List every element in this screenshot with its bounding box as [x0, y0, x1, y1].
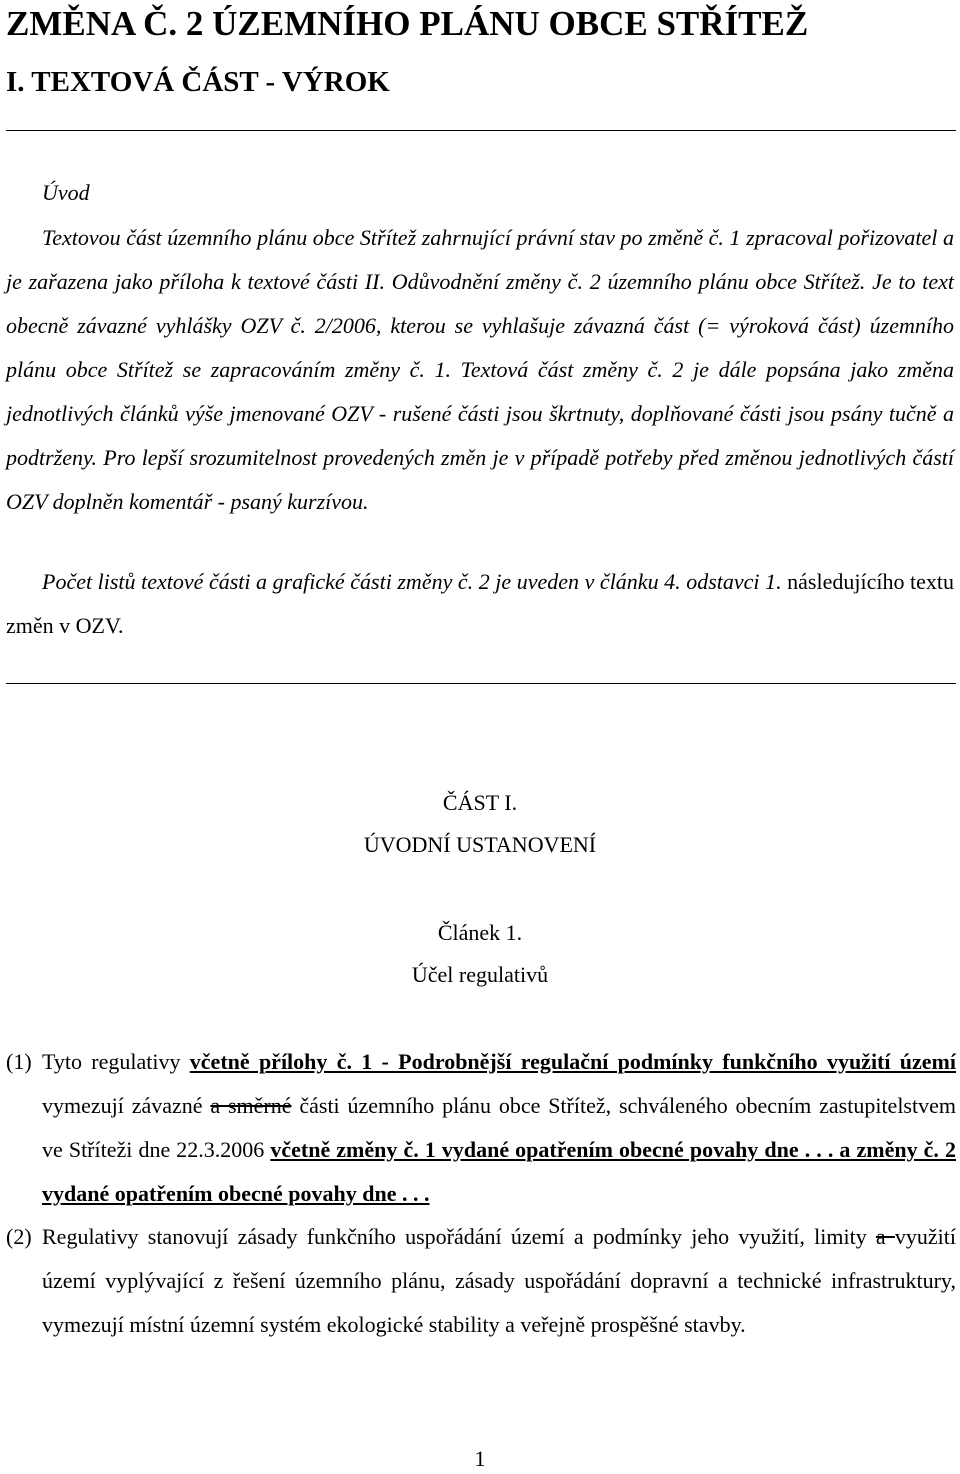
intro-paragraph-2-regular: následujícího textu změn v OZV. — [6, 569, 954, 638]
item-2-text-part: využití území vyplývající z řešení územního plánu, zásady uspořádání dopravní a technické infrastruktury, vymezují místní územní systém ekologické stability a veřejně prospěšné stavby. — [42, 1224, 957, 1337]
article-name: Účel regulativů — [411, 962, 549, 987]
page-number: 1 — [474, 1446, 486, 1471]
intro-paragraph-2 — [6, 560, 954, 648]
item-1-deleted-text: a směrné — [210, 1093, 292, 1118]
item-1-inserted-text: včetně změny č. 1 vydané opatřením obecné povahy dne . . . a změny č. 2 vydané opatřením obecné povahy dne . . . — [42, 1137, 956, 1206]
intro-paragraph-1: Textovou část územního plánu obce Střítež zahrnující právní stav po změně č. 1 zpracoval pořizovatel a je zařazena jako příloha k textové části II. Odůvodnění změny č. 2 územního plánu obce Střítež. Je to text obecně závazné vyhlášky OZV č. 2/2006, kterou se vyhlašuje závazná část (= výroková část) územního plánu obce Střítež se zapracováním změny č. 1. Textová část změny č. 2 je dále popsána jako změna jednotlivých článků výše jmenované OZV - rušené části jsou škrtnuty, doplňované části jsou psány tučně a podtrženy. Pro lepší srozumitelnost provedených změn je v případě potřeby před změnou jednotlivých částí OZV doplněn komentář - psaný kurzívou. — [6, 225, 954, 514]
item-1-number: (1) — [6, 1049, 32, 1074]
document-subtitle: I. TEXTOVÁ ČÁST - VÝROK — [6, 66, 390, 98]
middle-divider — [6, 683, 956, 684]
document-title: ZMĚNA Č. 2 ÚZEMNÍHO PLÁNU OBCE STŘÍTEŽ — [6, 4, 809, 43]
intro-label: Úvod — [42, 180, 90, 205]
item-2-text — [42, 1215, 956, 1347]
part-heading: ČÁST I. — [442, 790, 518, 815]
item-1-text — [42, 1040, 956, 1216]
top-divider — [6, 130, 956, 131]
part-name: ÚVODNÍ USTANOVENÍ — [363, 832, 597, 857]
item-1-text-part: vymezují závazné — [42, 1093, 211, 1118]
item-1-inserted-text: včetně přílohy č. 1 - Podrobnější regulační podmínky funkčního využití území — [189, 1049, 956, 1074]
article-heading: Článek 1. — [437, 920, 523, 945]
item-2-number: (2) — [6, 1224, 32, 1249]
item-2-text-part: Regulativy stanovují zásady funkčního uspořádání území a podmínky jeho využití, limity — [42, 1224, 876, 1249]
intro-paragraph-2-italic: Počet listů textové části a grafické části změny č. 2 je uveden v článku 4. odstavci 1. — [42, 569, 782, 594]
item-1-text-part: Tyto regulativy — [42, 1049, 190, 1074]
item-1-text-part: části územního plánu obce Střítež, schváleného obecním zastupitelstvem ve Stříteži dne 22.3.2006 — [42, 1093, 956, 1162]
item-2-deleted-text: a — [875, 1224, 895, 1249]
